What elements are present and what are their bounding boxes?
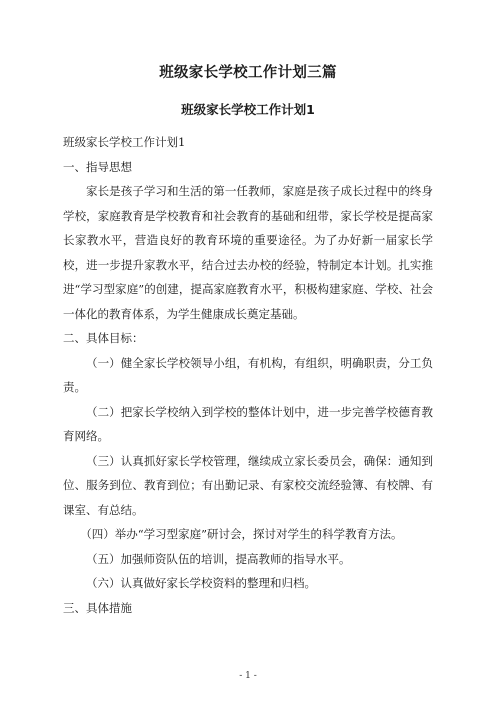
section-heading: 班级家长学校工作计划1 [181,102,315,117]
goal-item: （四）举办“学习型家庭”研讨会，探讨对学生的科学教育方法。 [80,527,403,541]
section-title-guiding-ideology: 一、指导思想 [63,159,132,174]
goal-item: （五）加强师资队伍的培训，提高教师的指导水平。 [86,551,351,566]
goal-item: （六）认真做好家长学校资料的整理和归档。 [86,576,316,590]
section-title-specific-measures: 三、具体措施 [63,600,132,615]
goal-item: （三）认真抓好家长学校管理，继续成立家长委员会，确保：通知到位、服务到位、教育到位；有出勤记录、有家校交流经验簿、有校牌、有课室、有总结。 [63,453,433,517]
page-number: - 1 - [239,671,257,681]
goal-item: （二）把家长学校纳入到学校的整体计划中，进一步完善学校德育教育网络。 [63,404,433,443]
section-title-specific-goals: 二、具体目标： [63,331,144,345]
goal-item: （一）健全家长学校领导小组，有机构，有组织，明确职责，分工负责。 [63,355,433,394]
document-body [63,130,433,620]
body-paragraph: 家长是孩子学习和生活的第一任教师，家庭是孩子成长过程中的终身学校，家庭教育是学校教育和社会教育的基础和纽带，家长学校是提高家长家教水平，营造良好的教育环境的重要途径。为了办好新一届家长学校，进一步提升家教水平，结合过去办校的经验，特制定本计划。扎实推进“学习型家庭”的创建，提高家庭教育水平，积极构建家庭、学校、社会一体化的教育体系，为学生健康成长奠定基础。 [63,184,433,321]
document-title: 班级家长学校工作计划三篇 [159,65,337,81]
body-paragraph-heading: 班级家长学校工作计划1 [63,135,186,149]
